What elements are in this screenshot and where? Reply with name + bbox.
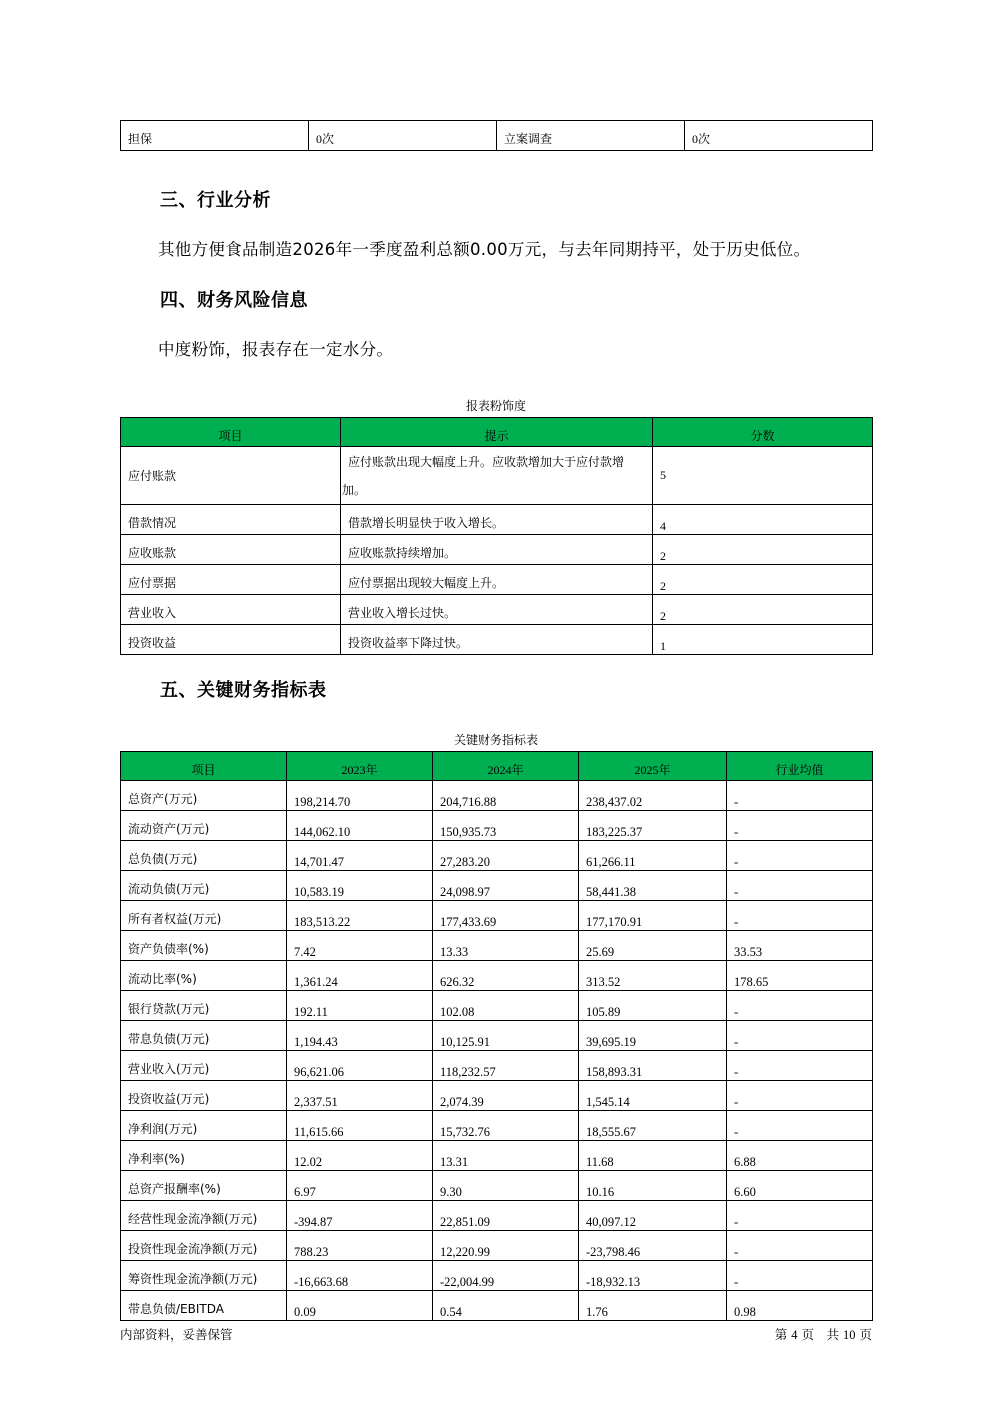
value-2023: 12.02 bbox=[287, 1141, 433, 1171]
value-2024: 12,220.99 bbox=[433, 1231, 579, 1261]
row-label: 流动资产(万元) bbox=[121, 811, 287, 841]
table-row bbox=[121, 811, 873, 841]
section3-text: 其他方便食品制造2026年一季度盈利总额0.00万元，与去年同期持平，处于历史低位。 bbox=[158, 240, 811, 259]
value-2024: 27,283.20 bbox=[433, 841, 579, 871]
value-2023: 198,214.70 bbox=[287, 781, 433, 811]
cell-investigation-label: 立案调查 bbox=[497, 121, 685, 151]
value-industry: - bbox=[727, 841, 873, 871]
table-row bbox=[121, 1021, 873, 1051]
risk-item: 借款情况 bbox=[121, 505, 341, 535]
value-2023: 6.97 bbox=[287, 1171, 433, 1201]
value-2025: 18,555.67 bbox=[579, 1111, 727, 1141]
value-2023: 144,062.10 bbox=[287, 811, 433, 841]
table-row bbox=[121, 1291, 873, 1321]
value-2024: 626.32 bbox=[433, 961, 579, 991]
page-indicator bbox=[775, 1325, 872, 1343]
row-label: 资产负债率(%) bbox=[121, 931, 287, 961]
legal-info-table bbox=[120, 120, 873, 151]
section4-heading: 四、财务风险信息 bbox=[160, 290, 308, 311]
risk-hint: 借款增长明显快于收入增长。 bbox=[341, 505, 653, 535]
value-2025: 1,545.14 bbox=[579, 1081, 727, 1111]
risk-item: 投资收益 bbox=[121, 625, 341, 655]
value-industry: - bbox=[727, 1231, 873, 1261]
table-row bbox=[121, 121, 873, 151]
value-2025: 313.52 bbox=[579, 961, 727, 991]
value-2023: 1,361.24 bbox=[287, 961, 433, 991]
table-row bbox=[121, 447, 873, 505]
table-row bbox=[121, 625, 873, 655]
page-suffix: 页 bbox=[859, 1327, 872, 1342]
risk-table-caption: 报表粉饰度 bbox=[465, 399, 526, 413]
value-industry: - bbox=[727, 991, 873, 1021]
value-2023: -394.87 bbox=[287, 1201, 433, 1231]
risk-hint-line2: 加。 bbox=[342, 483, 367, 497]
risk-score: 2 bbox=[653, 535, 873, 565]
row-label: 所有者权益(万元) bbox=[121, 901, 287, 931]
table-row bbox=[121, 1081, 873, 1111]
value-2024: 10,125.91 bbox=[433, 1021, 579, 1051]
table-header-row bbox=[121, 752, 873, 781]
value-2023: 1,194.43 bbox=[287, 1021, 433, 1051]
value-2025: 1.76 bbox=[579, 1291, 727, 1321]
value-2023: 11,615.66 bbox=[287, 1111, 433, 1141]
value-2023: 96,621.06 bbox=[287, 1051, 433, 1081]
value-2025: -23,798.46 bbox=[579, 1231, 727, 1261]
table-row bbox=[121, 931, 873, 961]
cell-guarantee-label: 担保 bbox=[121, 121, 309, 151]
header-year-2023: 2023年 bbox=[287, 752, 433, 781]
value-2025: 58,441.38 bbox=[579, 871, 727, 901]
row-label: 带息负债(万元) bbox=[121, 1021, 287, 1051]
value-industry: - bbox=[727, 1021, 873, 1051]
table-row bbox=[121, 535, 873, 565]
value-2024: 24,098.97 bbox=[433, 871, 579, 901]
value-2023: 192.11 bbox=[287, 991, 433, 1021]
page-current: 4 bbox=[791, 1328, 798, 1342]
table-row bbox=[121, 1231, 873, 1261]
header-industry-avg: 行业均值 bbox=[727, 752, 873, 781]
value-2024: 22,851.09 bbox=[433, 1201, 579, 1231]
value-2024: -22,004.99 bbox=[433, 1261, 579, 1291]
header-hint: 提示 bbox=[341, 418, 653, 447]
table-row bbox=[121, 961, 873, 991]
table-row bbox=[121, 565, 873, 595]
value-2024: 15,732.76 bbox=[433, 1111, 579, 1141]
value-2025: 39,695.19 bbox=[579, 1021, 727, 1051]
value-industry: - bbox=[727, 871, 873, 901]
section5-heading: 五、关键财务指标表 bbox=[160, 680, 327, 701]
row-label: 净利率(%) bbox=[121, 1141, 287, 1171]
table-row bbox=[121, 1141, 873, 1171]
risk-hint: 应付票据出现较大幅度上升。 bbox=[341, 565, 653, 595]
risk-hint-line1: 应付账款出现大幅度上升。应收款增加大于应付款增 bbox=[348, 455, 625, 469]
value-2023: 183,513.22 bbox=[287, 901, 433, 931]
value-2024: 177,433.69 bbox=[433, 901, 579, 931]
fin-table-caption: 关键财务指标表 bbox=[453, 733, 538, 747]
table-row bbox=[121, 1171, 873, 1201]
risk-score: 4 bbox=[653, 505, 873, 535]
value-industry: 0.98 bbox=[727, 1291, 873, 1321]
value-2025: 183,225.37 bbox=[579, 811, 727, 841]
page-mid: 页 共 bbox=[801, 1327, 840, 1342]
table-row bbox=[121, 841, 873, 871]
row-label: 营业收入(万元) bbox=[121, 1051, 287, 1081]
row-label: 带息负债/EBITDA bbox=[121, 1291, 287, 1321]
risk-hint: 应收账款持续增加。 bbox=[341, 535, 653, 565]
value-2024: 9.30 bbox=[433, 1171, 579, 1201]
header-year-2025: 2025年 bbox=[579, 752, 727, 781]
row-label: 流动比率(%) bbox=[121, 961, 287, 991]
value-2024: 118,232.57 bbox=[433, 1051, 579, 1081]
table-row bbox=[121, 1111, 873, 1141]
header-year-2024: 2024年 bbox=[433, 752, 579, 781]
cell-investigation-value: 0次 bbox=[685, 121, 873, 151]
value-2025: 61,266.11 bbox=[579, 841, 727, 871]
table-row bbox=[121, 1261, 873, 1291]
value-2024: 13.33 bbox=[433, 931, 579, 961]
table-row bbox=[121, 595, 873, 625]
value-2023: 0.09 bbox=[287, 1291, 433, 1321]
value-industry: - bbox=[727, 1111, 873, 1141]
page-total: 10 bbox=[843, 1328, 856, 1342]
row-label: 总资产(万元) bbox=[121, 781, 287, 811]
value-2024: 150,935.73 bbox=[433, 811, 579, 841]
section4-text: 中度粉饰，报表存在一定水分。 bbox=[158, 340, 394, 359]
table-row bbox=[121, 1051, 873, 1081]
value-2024: 2,074.39 bbox=[433, 1081, 579, 1111]
table-header-row bbox=[121, 418, 873, 447]
footer-note: 内部资料，妥善保管 bbox=[120, 1327, 233, 1342]
value-2023: -16,663.68 bbox=[287, 1261, 433, 1291]
table-row bbox=[121, 901, 873, 931]
risk-hint: 营业收入增长过快。 bbox=[341, 595, 653, 625]
page-prefix: 第 bbox=[774, 1327, 788, 1342]
row-label: 筹资性现金流净额(万元) bbox=[121, 1261, 287, 1291]
risk-item: 应付账款 bbox=[121, 447, 341, 505]
risk-hint: 投资收益率下降过快。 bbox=[341, 625, 653, 655]
value-2025: 10.16 bbox=[579, 1171, 727, 1201]
value-industry: - bbox=[727, 1081, 873, 1111]
value-2025: -18,932.13 bbox=[579, 1261, 727, 1291]
row-label: 总资产报酬率(%) bbox=[121, 1171, 287, 1201]
value-2023: 2,337.51 bbox=[287, 1081, 433, 1111]
section3-heading: 三、行业分析 bbox=[160, 190, 271, 211]
value-2023: 10,583.19 bbox=[287, 871, 433, 901]
value-industry: 33.53 bbox=[727, 931, 873, 961]
value-industry: - bbox=[727, 811, 873, 841]
value-2025: 158,893.31 bbox=[579, 1051, 727, 1081]
value-2025: 177,170.91 bbox=[579, 901, 727, 931]
value-industry: - bbox=[727, 1051, 873, 1081]
risk-score: 2 bbox=[653, 565, 873, 595]
row-label: 经营性现金流净额(万元) bbox=[121, 1201, 287, 1231]
row-label: 投资收益(万元) bbox=[121, 1081, 287, 1111]
header-item: 项目 bbox=[121, 752, 287, 781]
value-2025: 11.68 bbox=[579, 1141, 727, 1171]
table-row bbox=[121, 871, 873, 901]
value-2025: 25.69 bbox=[579, 931, 727, 961]
value-2024: 204,716.88 bbox=[433, 781, 579, 811]
value-industry: 6.60 bbox=[727, 1171, 873, 1201]
risk-table bbox=[120, 417, 873, 655]
risk-hint bbox=[341, 447, 653, 505]
header-score: 分数 bbox=[653, 418, 873, 447]
value-industry: 178.65 bbox=[727, 961, 873, 991]
risk-item: 应付票据 bbox=[121, 565, 341, 595]
risk-score: 1 bbox=[653, 625, 873, 655]
value-2023: 7.42 bbox=[287, 931, 433, 961]
value-2023: 788.23 bbox=[287, 1231, 433, 1261]
table-row bbox=[121, 781, 873, 811]
value-2025: 105.89 bbox=[579, 991, 727, 1021]
value-2025: 40,097.12 bbox=[579, 1201, 727, 1231]
cell-guarantee-value: 0次 bbox=[309, 121, 497, 151]
value-industry: - bbox=[727, 781, 873, 811]
value-industry: 6.88 bbox=[727, 1141, 873, 1171]
row-label: 总负债(万元) bbox=[121, 841, 287, 871]
risk-item: 应收账款 bbox=[121, 535, 341, 565]
row-label: 投资性现金流净额(万元) bbox=[121, 1231, 287, 1261]
value-industry: - bbox=[727, 901, 873, 931]
table-row bbox=[121, 505, 873, 535]
risk-score: 5 bbox=[653, 447, 873, 505]
row-label: 银行贷款(万元) bbox=[121, 991, 287, 1021]
table-row bbox=[121, 1201, 873, 1231]
value-2024: 0.54 bbox=[433, 1291, 579, 1321]
risk-item: 营业收入 bbox=[121, 595, 341, 625]
risk-score: 2 bbox=[653, 595, 873, 625]
table-row bbox=[121, 991, 873, 1021]
value-industry: - bbox=[727, 1201, 873, 1231]
value-2025: 238,437.02 bbox=[579, 781, 727, 811]
value-industry: - bbox=[727, 1261, 873, 1291]
value-2024: 13.31 bbox=[433, 1141, 579, 1171]
value-2023: 14,701.47 bbox=[287, 841, 433, 871]
header-item: 项目 bbox=[121, 418, 341, 447]
value-2024: 102.08 bbox=[433, 991, 579, 1021]
financial-indicators-table bbox=[120, 751, 873, 1321]
row-label: 流动负债(万元) bbox=[121, 871, 287, 901]
row-label: 净利润(万元) bbox=[121, 1111, 287, 1141]
